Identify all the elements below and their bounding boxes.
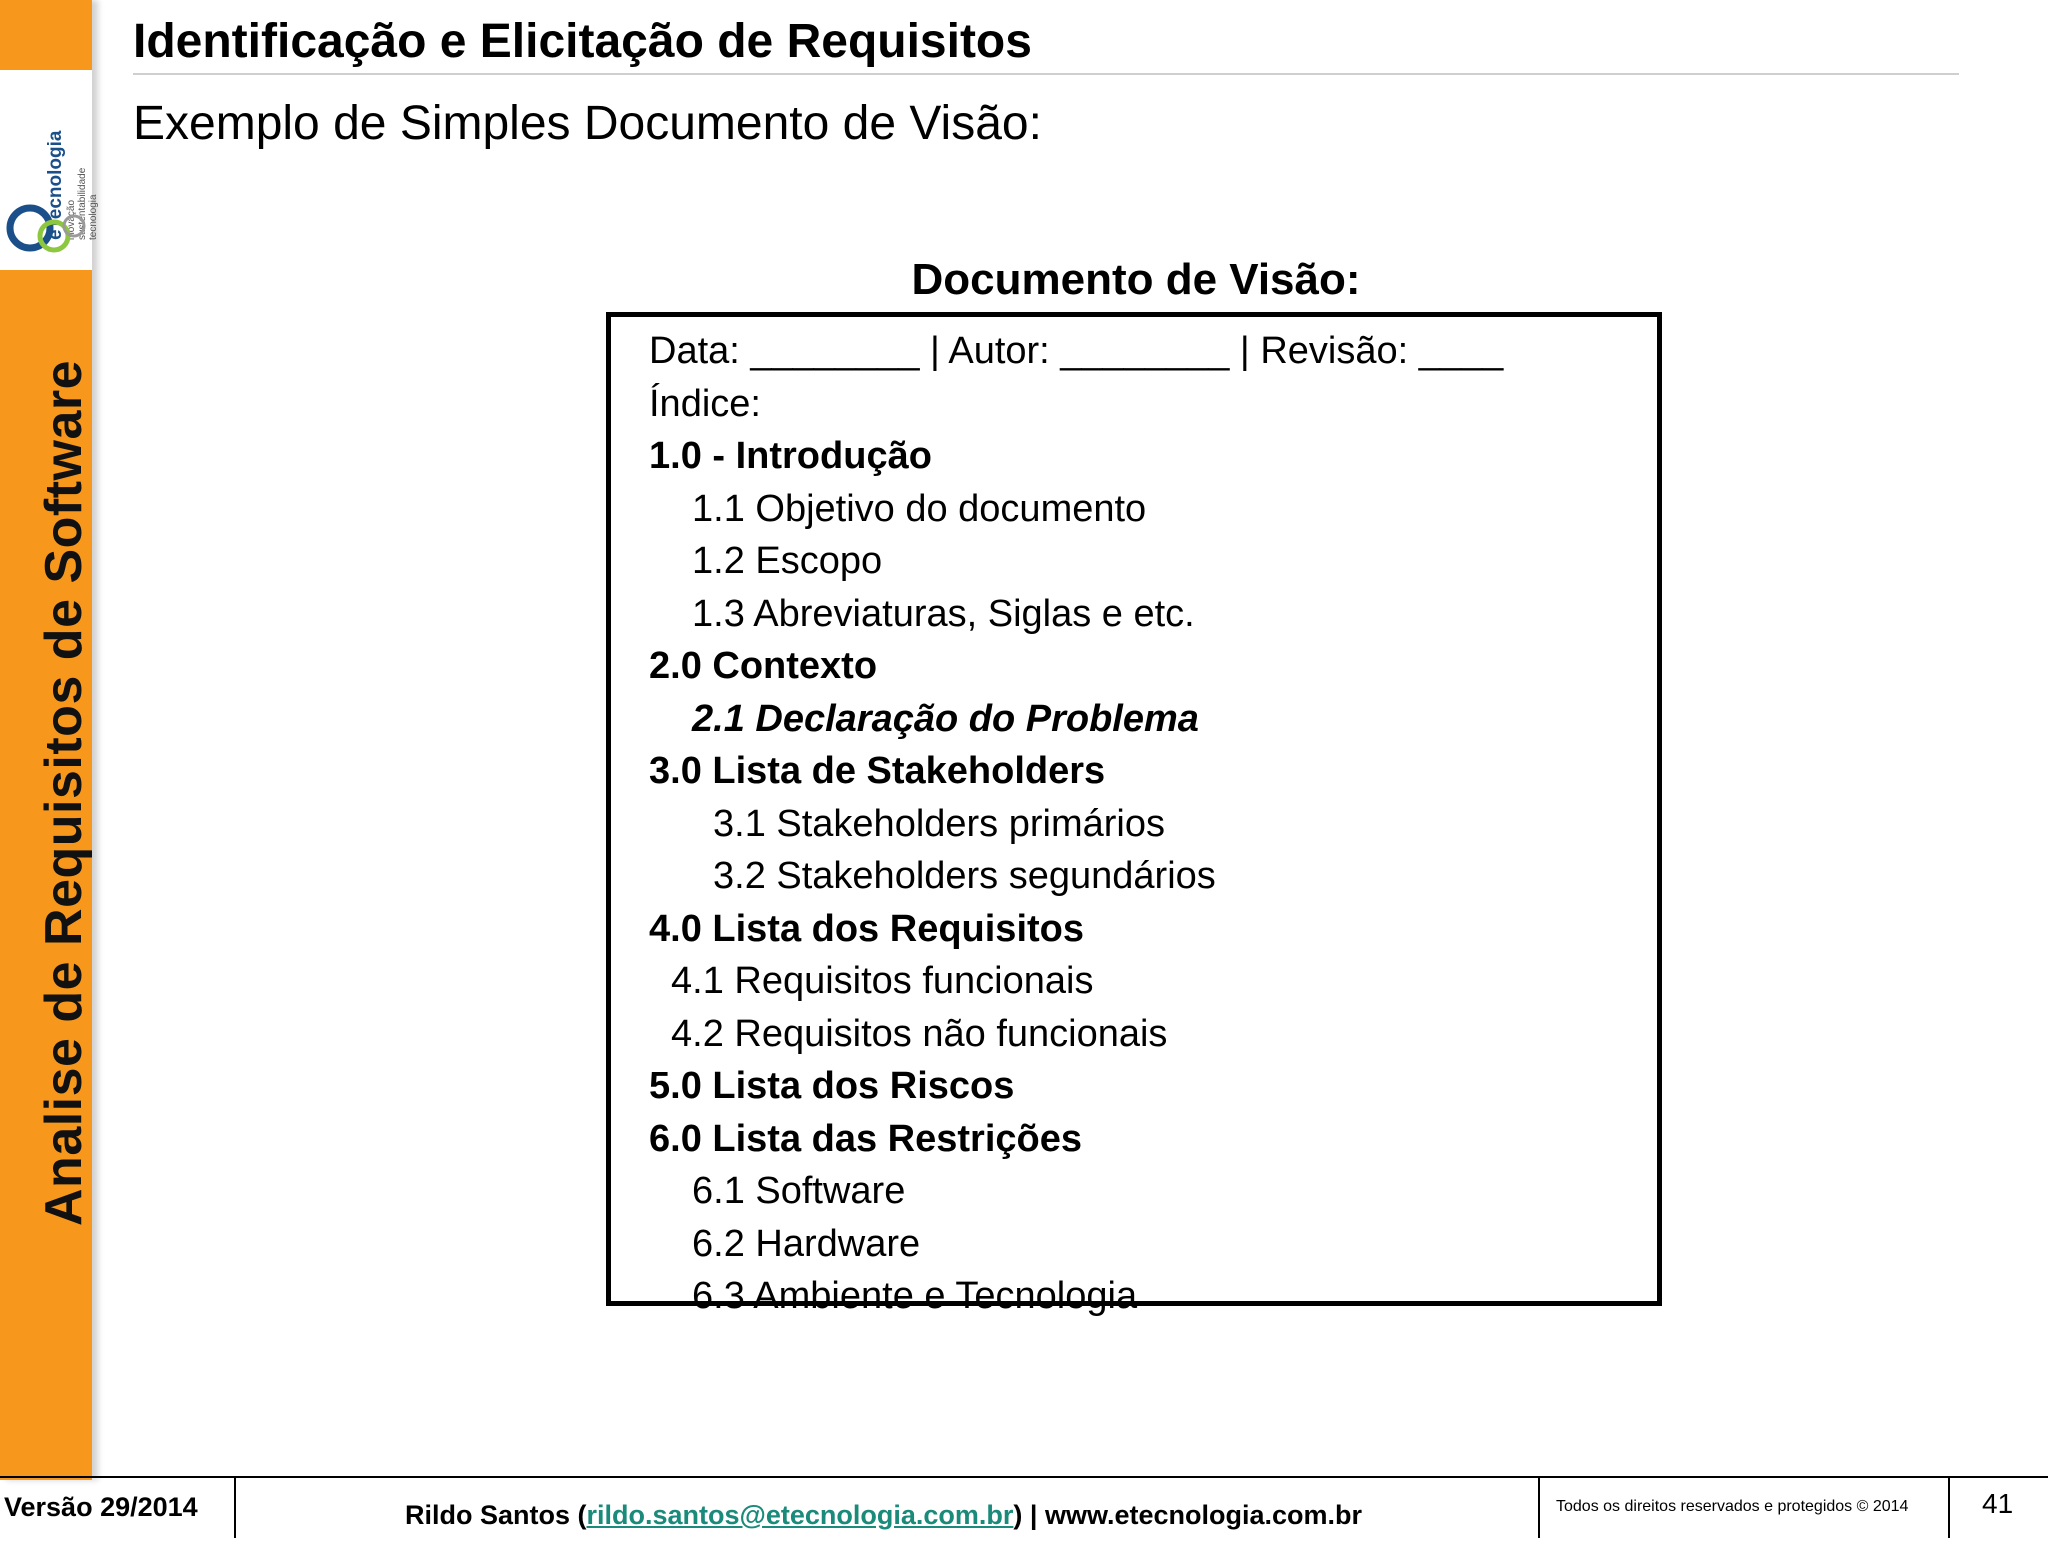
index-label: Índice: (649, 382, 761, 425)
footer-separator (1948, 1478, 1950, 1538)
logo-tagline: sustentabilidade (77, 167, 88, 240)
subsection-item: 4.2 Requisitos não funcionais (671, 1012, 1168, 1055)
vertical-course-title: Analise de Requisitos de Software (35, 359, 93, 1226)
logo (0, 70, 99, 270)
subsection-item: 1.2 Escopo (692, 540, 883, 582)
logo-tagline: inovação (66, 199, 77, 240)
subsection-item: 2.1 Declaração do Problema (692, 697, 1199, 740)
document-template-box (606, 312, 1662, 1317)
author-email-link[interactable]: rildo.santos@etecnologia.com.br (586, 1500, 1014, 1530)
document-heading: Documento de Visão: (911, 255, 1361, 304)
subsection-item: 6.3 Ambiente e Tecnologia (692, 1275, 1138, 1317)
page-title: Identificação e Elicitação de Requisitos (133, 15, 1032, 68)
footer-separator (1538, 1478, 1540, 1538)
section-heading: 1.0 - Introdução (649, 435, 932, 477)
subsection-item: 4.1 Requisitos funcionais (671, 960, 1094, 1002)
subsection-item: 1.1 Objetivo do documento (692, 487, 1147, 530)
subsection-item: 6.2 Hardware (692, 1222, 921, 1265)
section-heading: 2.0 Contexto (649, 645, 878, 687)
title-divider (133, 73, 1959, 75)
section-heading: 4.0 Lista dos Requisitos (649, 907, 1084, 950)
subsection-item: 6.1 Software (692, 1170, 906, 1212)
subsection-item: 3.2 Stakeholders segundários (713, 855, 1216, 897)
header-fields-line: Data: ________ | Autor: ________ | Revisão: ____ (649, 330, 1504, 372)
subsection-item: 3.1 Stakeholders primários (713, 802, 1165, 845)
footer-separator (234, 1478, 236, 1538)
footer-rights: Todos os direitos reservados e protegidos © 2014 (1556, 1498, 1909, 1515)
footer-version: Versão 29/2014 (4, 1492, 198, 1522)
footer-author (405, 1500, 1362, 1560)
subsection-item: 1.3 Abreviaturas, Siglas e etc. (692, 592, 1195, 635)
document-lines (649, 327, 1503, 1325)
logo-tagline: tecnologia (88, 194, 99, 240)
section-heading: 6.0 Lista das Restrições (649, 1117, 1082, 1160)
author-prefix: Rildo Santos ( (405, 1500, 587, 1530)
section-heading: 5.0 Lista dos Riscos (649, 1065, 1015, 1107)
section-heading: 3.0 Lista de Stakeholders (649, 750, 1106, 792)
page-subtitle: Exemplo de Simples Documento de Visão: (133, 97, 1042, 150)
sidebar (0, 0, 99, 1480)
page-number: 41 (1982, 1488, 2014, 1519)
footer (0, 1476, 2048, 1538)
author-suffix: ) | www.etecnologia.com.br (1013, 1500, 1363, 1530)
logo-circles-icon (4, 196, 92, 266)
logo-brand: eTecnologia (45, 130, 66, 240)
